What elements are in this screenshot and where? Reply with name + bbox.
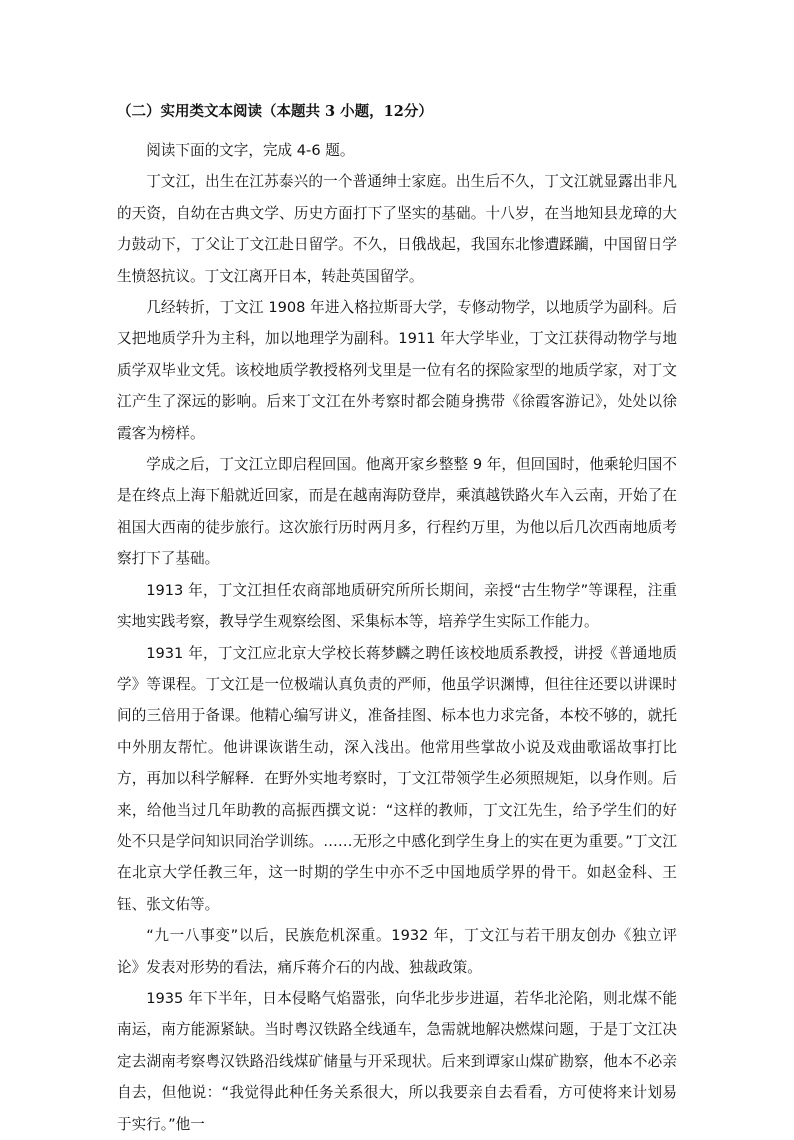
article-body bbox=[117, 103, 677, 1140]
paragraph-7: 1935 年下半年，日本侵略气焰嚣张，向华北步步进逼，若华北沦陷，则北煤不能南运，南方能源紧缺。当时粤汉铁路全线通车，急需就地解决燃煤问题，于是丁文江决定去湖南考察粤汉铁路沿线煤矿储量与开采现状。后来到谭家山煤矿勘察，他本不必亲自去，但他说：“我觉得此种任务关系很大，所以我要亲自去看看，方可使将来计划易于实行。”他一 bbox=[117, 989, 677, 1133]
paragraph-1: 丁文江，出生在江苏泰兴的一个普通绅士家庭。出生后不久，丁文江就显露出非凡的天资，自幼在古典文学、历史方面打下了坚实的基础。十八岁，在当地知县龙璋的大力鼓动下，丁父让丁文江赴日留学。不久，日俄战起，我国东北惨遭蹂躏，中国留日学生愤怒抗议。丁文江离开日本，转赴英国留学。 bbox=[117, 173, 677, 285]
section-heading: （二）实用类文本阅读（本题共 3 小题，12分） bbox=[117, 103, 433, 120]
paragraph-3: 学成之后，丁文江立即启程回国。他离开家乡整整 9 年，但回国时，他乘轮归国不是在终点上海下船就近回家，而是在越南海防登岸，乘滇越铁路火车入云南，开始了在祖国大西南的徒步旅行。这次旅行历时两月多，行程约万里，为他以后几次西南地质考察打下了基础。 bbox=[117, 456, 677, 568]
paragraph-4: 1913 年，丁文江担任农商部地质研究所所长期间，亲授“古生物学”等课程，注重实地实践考察，教导学生观察绘图、采集标本等，培养学生实际工作能力。 bbox=[117, 581, 677, 631]
paragraph-6: “九一八事变”以后，民族危机深重。1932 年，丁文江与若干朋友创办《独立评论》发表对形势的看法，痛斥蒋介石的内战、独裁政策。 bbox=[117, 927, 677, 976]
instruction-text: 阅读下面的文字，完成 4-6 题。 bbox=[146, 142, 355, 159]
paragraph-5: 1931 年，丁文江应北京大学校长蒋梦麟之聘任该校地质系教授，讲授《普通地质学》等课程。丁文江是一位极端认真负责的严师，他虽学识渊博，但往往还要以讲课时间的三倍用于备课。他精心编写讲义，准备挂图、标本也力求完备，本校不够的，就托中外朋友帮忙。他讲课诙谐生动，深入浅出。他常用些掌故小说及戏曲歌谣故事打比方，再加以科学解释．在野外实地考察时，丁文江带领学生必须照规矩，以身作则。后来，给他当过几年助教的高振西撰文说：“这样的教师，丁文江先生，给予学生们的好处不只是学问知识同治学训练。……无形之中感化到学生身上的实在更为重要。”丁文江在北京大学任教三年，这一时期的学生中亦不乏中国地质学界的骨干。如赵金科、王钰、张文佑等。 bbox=[117, 644, 677, 913]
paragraph-2: 几经转折，丁文江 1908 年进入格拉斯哥大学，专修动物学，以地质学为副科。后又把地质学升为主科，加以地理学为副科。1911 年大学毕业，丁文江获得动物学与地质学双毕业文凭。该校地质学教授格列戈里是一位有名的探险家型的地质学家，对丁文江产生了深远的影响。后来丁文江在外考察时都会随身携带《徐霞客游记》，处处以徐霞客为榜样。 bbox=[117, 299, 677, 442]
